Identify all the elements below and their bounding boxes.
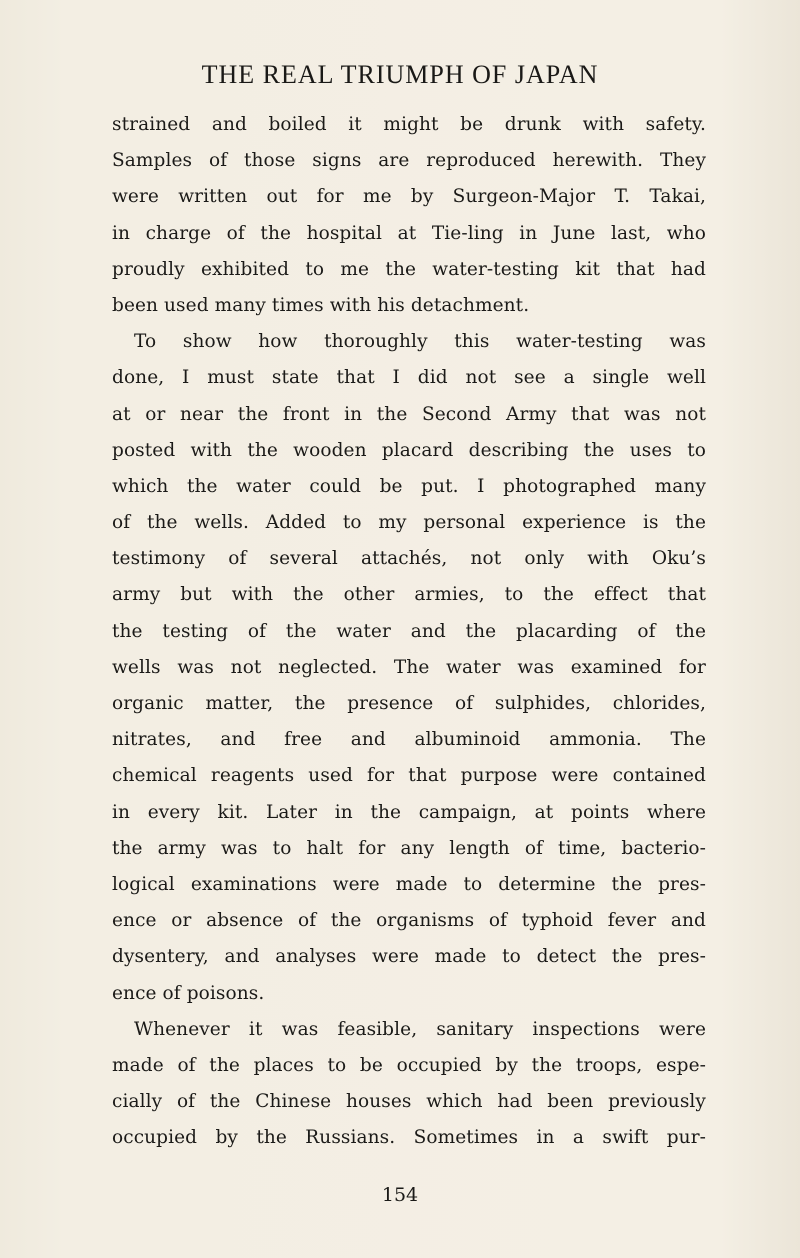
- text-line: organic matter, the presence of sulphides, chlorides,: [112, 693, 706, 714]
- text-line: at or near the front in the Second Army that was not: [112, 403, 706, 425]
- text-line: To show how thoroughly this water-testing was: [134, 331, 706, 353]
- text-line: cially of the Chinese houses which had been previously: [112, 1091, 706, 1113]
- text-line: Samples of those signs are reproduced herewith. They: [112, 150, 706, 172]
- text-line: posted with the wooden placard describing the uses to: [112, 439, 706, 461]
- text-line: made of the places to be occupied by the troops, espe-: [112, 1054, 706, 1076]
- text-line: in every kit. Later in the campaign, at points where: [112, 801, 706, 823]
- text-line: chemical reagents used for that purpose were contained: [112, 765, 706, 787]
- text-line: army but with the other armies, to the effect that: [112, 584, 706, 606]
- body-text: [112, 107, 706, 1156]
- text-line: Whenever it was feasible, sanitary inspections were: [134, 1018, 706, 1040]
- page-number: 154: [381, 1184, 419, 1206]
- text-line: were written out for me by Surgeon-Major T. Takai,: [112, 186, 706, 208]
- text-line: nitrates, and free and albuminoid ammonia. The: [112, 729, 706, 751]
- text-line: in charge of the hospital at Tie-ling in June last, who: [112, 222, 706, 244]
- text-line: proudly exhibited to me the water-testing kit that had: [112, 258, 706, 280]
- text-line: occupied by the Russians. Sometimes in a swift pur-: [112, 1127, 706, 1149]
- text-line: dysentery, and analyses were made to detect the pres-: [112, 946, 706, 968]
- text-line: ence of poisons.: [112, 982, 265, 1004]
- text-line: which the water could be put. I photographed many: [112, 475, 706, 497]
- text-line: logical examinations were made to determine the pres-: [112, 873, 706, 895]
- text-line: wells was not neglected. The water was examined for: [112, 656, 706, 678]
- text-line: strained and boiled it might be drunk with safety.: [112, 114, 706, 135]
- text-line: the army was to halt for any length of time, bacterio-: [112, 837, 706, 859]
- text-line: been used many times with his detachment.: [112, 294, 530, 316]
- text-line: testimony of several attachés, not only with Oku’s: [112, 548, 706, 570]
- text-line: of the wells. Added to my personal experience is the: [112, 512, 706, 534]
- text-line: ence or absence of the organisms of typhoid fever and: [112, 910, 706, 932]
- text-line: the testing of the water and the placarding of the: [112, 620, 706, 642]
- text-line: done, I must state that I did not see a single well: [112, 367, 706, 389]
- running-head: THE REAL TRIUMPH OF JAPAN: [201, 60, 599, 89]
